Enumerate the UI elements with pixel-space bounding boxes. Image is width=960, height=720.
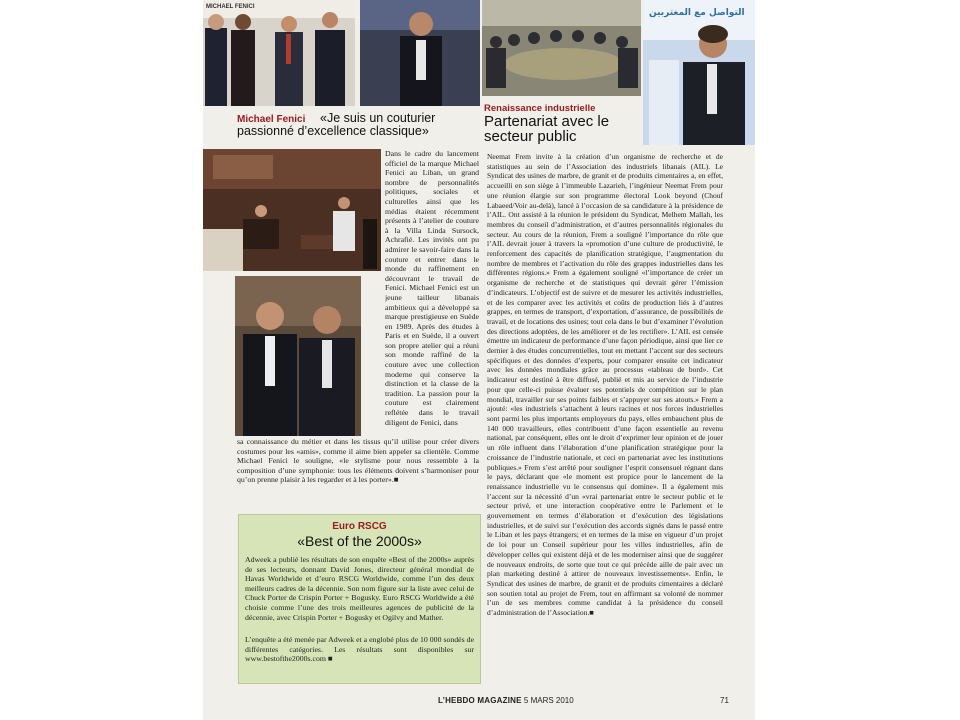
ail-headline: Partenariat avec le secteur public <box>484 113 610 146</box>
euro-headline: «Best of the 2000s» <box>297 533 422 549</box>
photo-fenici-group <box>203 0 355 106</box>
photo-speaker <box>643 0 755 145</box>
page-footer <box>438 696 574 705</box>
photo-meeting-room <box>482 0 641 96</box>
euro-body-2: L’enquête a été menée par Adweek et a englobé plus de 10 000 sondés de différentes catégories. Les résultats sont disponibles sur www.bestofthe2000s.com ■ <box>245 635 474 664</box>
page-number: 71 <box>720 696 729 705</box>
photo-fenici-atelier <box>203 149 381 271</box>
photo-sign-text: التواصل مع المغتربين <box>649 8 745 18</box>
fenici-kicker: Michael Fenici <box>237 114 306 125</box>
ail-kicker: Renaissance industrielle <box>484 103 596 114</box>
euro-kicker: Euro RSCG <box>332 521 387 532</box>
euro-body-1: Adweek a publié les résultats de son enquête «Best of the 2000s» auprès de ses lecteurs, donnant David Jones, directeur général mondial de Havas Worldwide et d’euro RSCG Worldwide, comme l’un des deux meilleurs cadres de la décennie. Son nom figure sur la liste avec celui de Chuck Porter de Crispin Porter + Bogusky. Euro RSCG Worldwide a été choisie comme l’une des trois meilleures agences de publicité de la décennie, avec Crispin Porter + Bogusky et Ogilvy and Mather. <box>245 555 474 622</box>
fenici-headline: «Je suis un couturier passionné d’excellence classique» <box>237 111 436 138</box>
fenici-body-narrow: Dans le cadre du lancement officiel de la marque Michael Fenici au Liban, un grand nombre de personnalités politiques, sociales et culturelles ainsi que les médias étaient récemment présents à l’atelier de couture à la Villa Linda Sursock, Achrafié. Les invités ont pu admirer le savoir-faire dans la couture et entrer dans le monde du raffinement en découvrant le travail de Fenici. Michael Fenici est un jeune tailleur libanais ambitieux qui a développé sa marque prestigieuse en Suède en 1989. Après des études à Paris et en Suède, il a ouvert son propre atelier qui a réuni son monde raffiné de la couture avec une collection moderne qui conserve la distinction et la classe de la tradition. La passion pour la couture est clairement reflétée dans le travail diligent de Fenici, dans <box>385 149 479 427</box>
photo-caption-banner: MICHAEL FENICI <box>206 4 255 10</box>
euro-rscg-box <box>238 514 481 684</box>
magazine-page <box>203 0 755 720</box>
magazine-name: L’HEBDO MAGAZINE <box>438 696 522 705</box>
fenici-body-wide: sa connaissance du métier et dans les tissus qu’il utilise pour créer divers costumes pour les «amis», comme il aime bien appeler sa clientèle. Comme Michael Fenici le souligne, «le stylisme pour nous ressemble à la composition d’une symphonie: tous les éléments doivent s’harmoniser pour qu’on prenne plaisir à les regarder et à les porter».■ <box>237 437 479 485</box>
photo-fenici-portrait <box>360 0 480 106</box>
ail-body: Neemat Frem invite à la création d’un organisme de recherche et de statistiques au sein de l’Association des industriels libanais (AIL). Le Syndicat des usines de marbre, de granit et de produits cimentaires a, en effet, accueilli en son siège à l’immeuble Lazarieh, l’ingénieur Neemat Frem pour une réunion élargie sur son programme électoral Look beyond (Chouf Labaeed/Voir au-delà), lancé à l’occasion de sa candidature à la présidence de l’AIL. Ont assisté à la réunion le président du Syndicat, Melhem Mallah, les membres du conseil d’administration, et d’autres personnalités régionales du secteur. Au cours de la réunion, Frem a souligné l’importance du rôle que l’AIL devrait jouer à travers la «promotion d’une culture de productivité, le renforcement des capacités de planification stratégique, l’augmentation du nombre de membres et l’activation du rôle des grappes industrielles dans les différentes régions.» Frem a également souligné «l’importance de créer un organisme de recherche et de statistiques qui devrait gérer l’émission d’indicateurs. L’objectif est de suivre et de mesurer les activités industrielles, et de les comparer avec les activités et coûts de production liés à d’autres grappes, en termes de transport, d’exportation, d’assurance, de possibilités de travail, et de locations des usines; tout cela dans le but d’examiner l’évolution des directions adoptées, de les améliorer et de les rectifier». L’AIL est censée émettre un indicateur de performance d’une façon périodique, ainsi que lier ce dernier à des études concurrentielles, tout en mettant l’accent sur des secteurs spécifiques et des données d’experts, pour comparer ensuite cet indicateur avec les données mondiales grâce au processus «tableau de bord». Cet indicateur est destiné à être diffusé, publié et mis au service de l’industrie pour que celle-ci puisse évaluer ses potentiels de compétition sur le plan mondial, travailler sur ses points faibles et s’appuyer sur ses atouts.» Frem a ajouté: «les industriels s’attachent à leurs racines et nos forces industrielles sont parmi les plus importants employeurs du pays, elles embauchent plus de 140 000 travailleurs, elles contribuent d’une façon essentielle au revenu national, par conséquent, elles ont le droit d’exprimer leur opinion et de jouer un rôle influent dans l’élaboration d’une planification stratégique pour la croissance de l’industrie nationale, et ceci en partenariat avec les institutions publiques.» Frem s’est arrêté pour souligner l’esprit consensuel régnant dans le pays, déclarant que «le moment est propice pour le lancement de la renaissance industrielle vu le consensus qui domine». Il a également mis l’accent sur la nécessité d’un «vrai partenariat entre le secteur public et le secteur privé, et une interaction coopérative entre le Parlement et le gouvernement en termes d’élaboration et d’exécution des législations industrielles, et de suivi sur l’exécution des accords signés dans le passé entre le Liban et les pays étrangers; et en termes de la mise en vigueur d’un projet de loi pour un Conseil supérieur pour les villes industrielles, afin de développer celles qui existent déjà et de les moderniser ainsi que de suggérer de nouveaux endroits, de sorte que tout ce qui précède aille de pair avec un plan marketing destiné à attirer de nouveaux investissements». Enfin, le Syndicat des usines de marbre, de granit et de produits cimentaires a déclaré son soutien total au projet de Frem, tout en affirmant sa volonté de nommer l’un de ses membres comme candidat à la présidence du conseil d’administration de l’Association.■ <box>487 152 723 618</box>
issue-date: 5 MARS 2010 <box>523 696 574 705</box>
photo-fenici-duo <box>235 276 361 436</box>
